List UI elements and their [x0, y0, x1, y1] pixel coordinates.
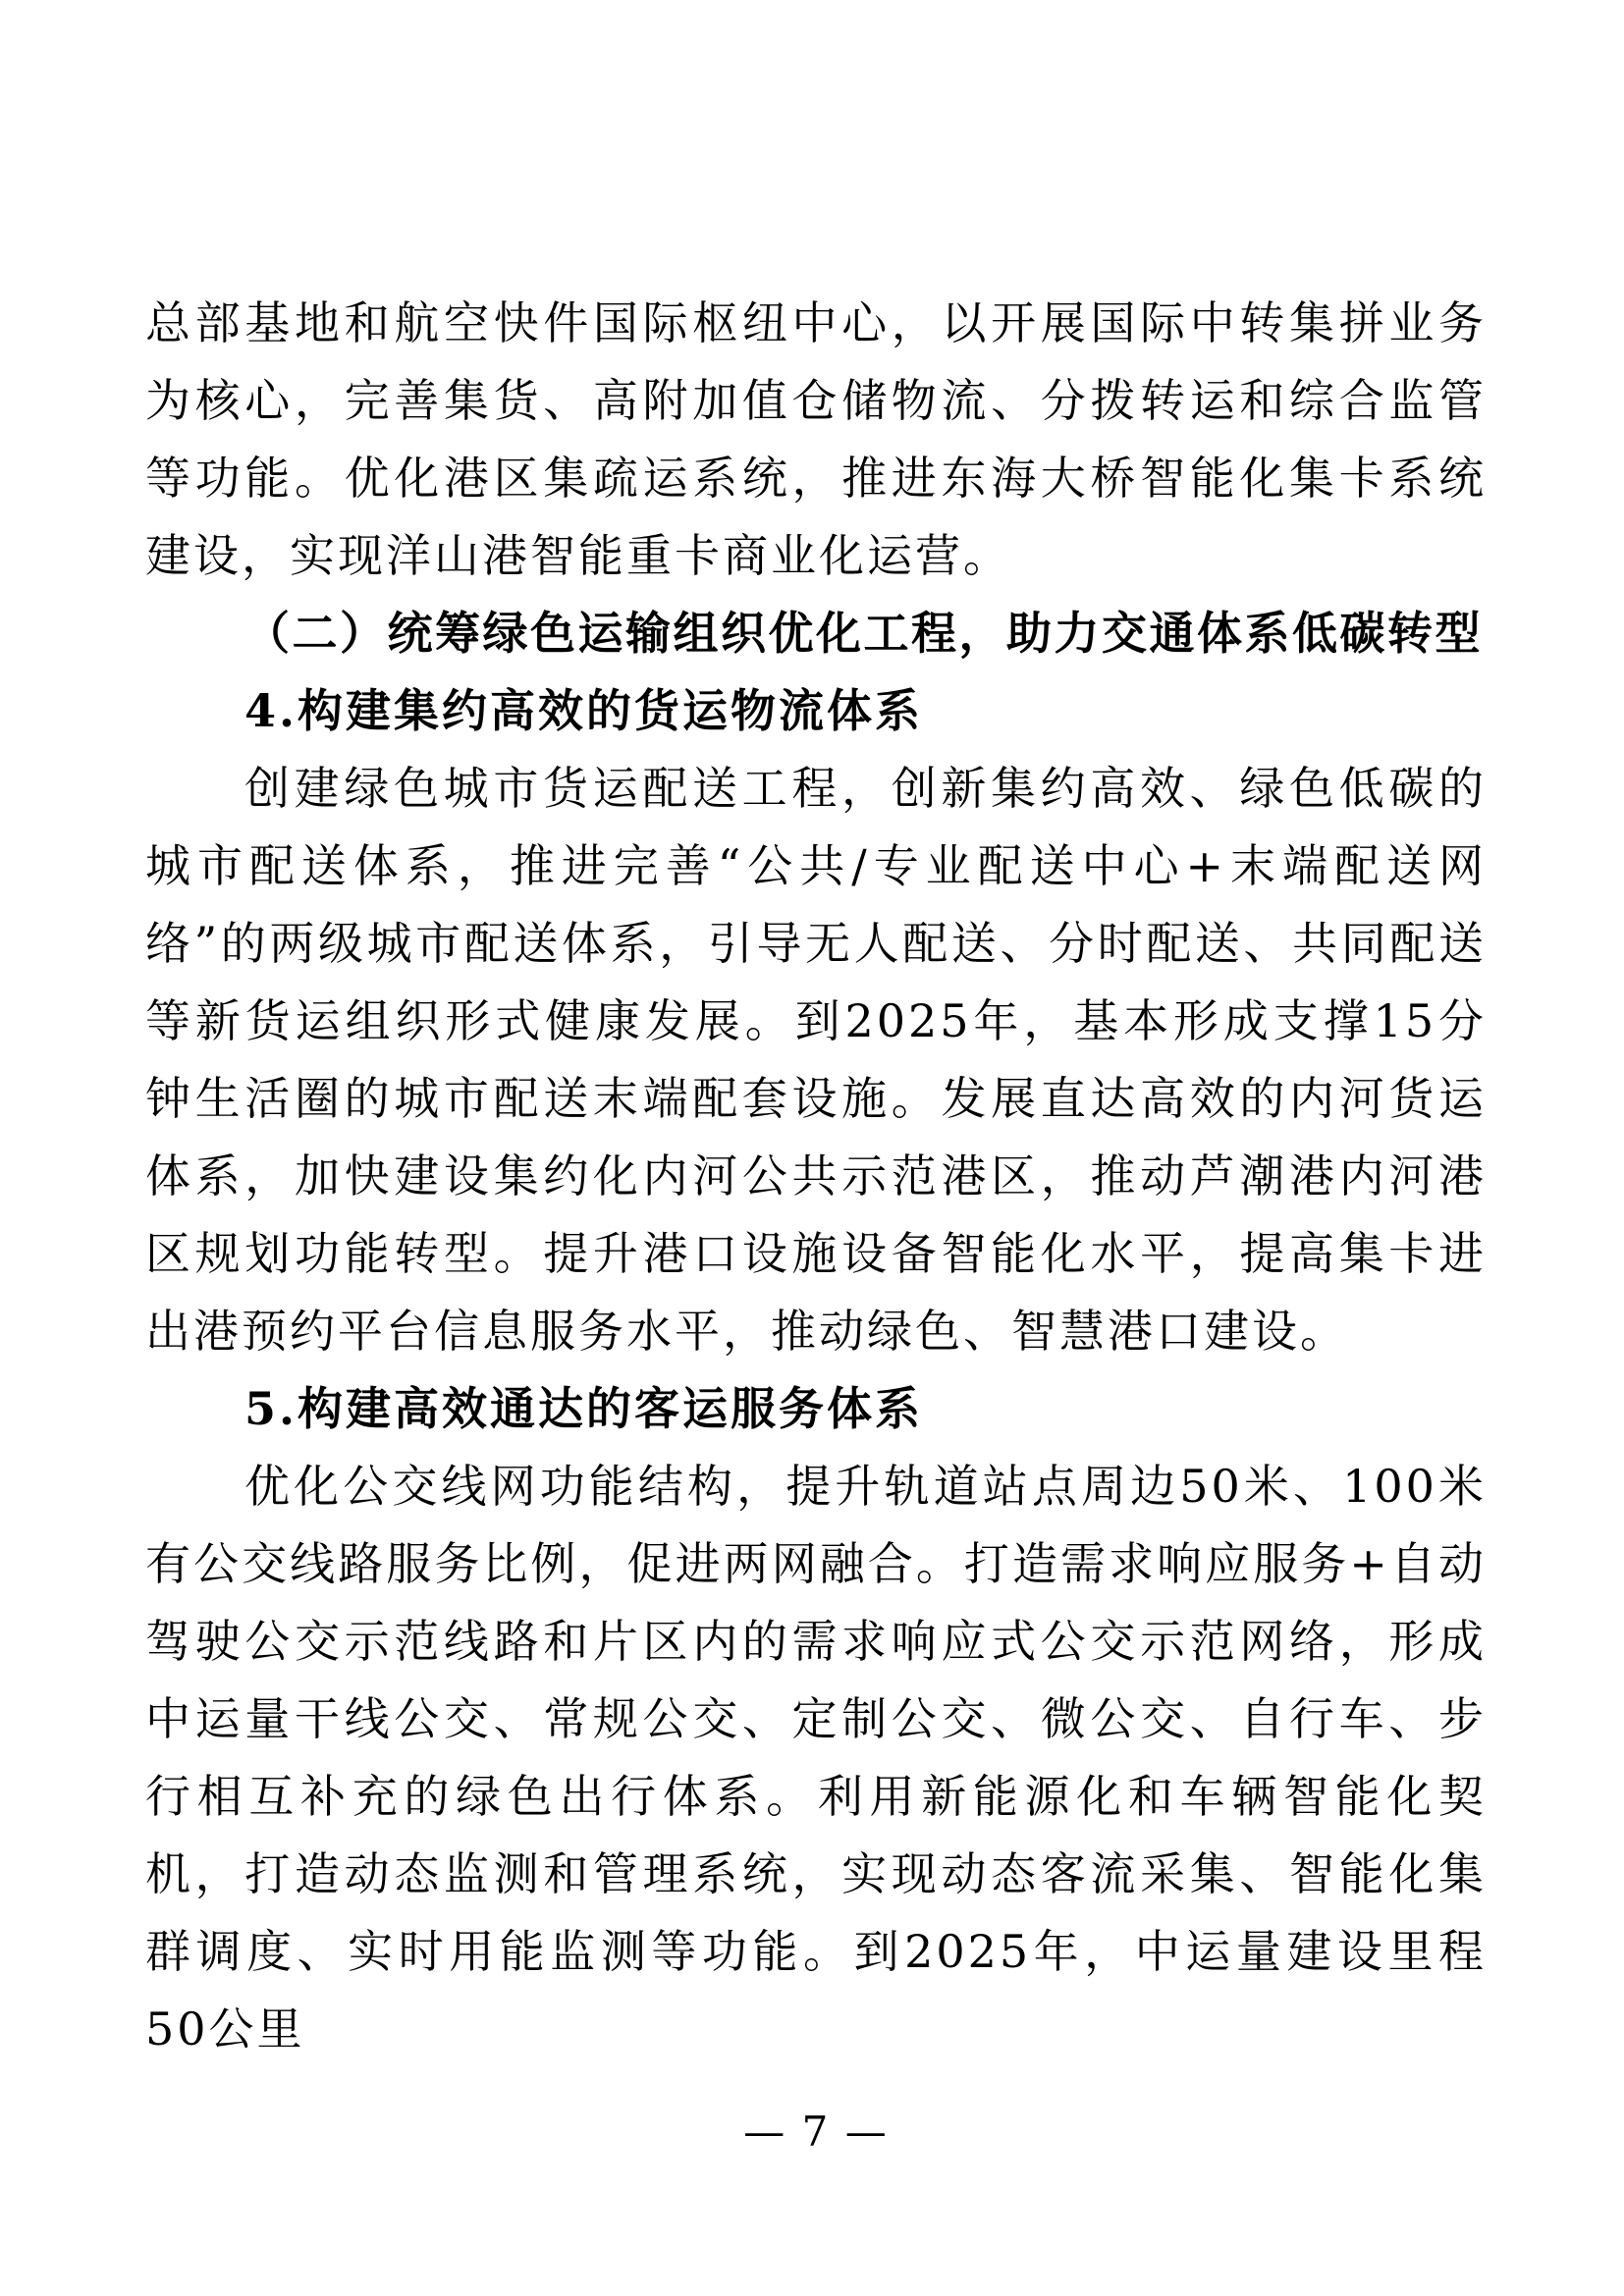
document-body: [145, 285, 1487, 2068]
page-number: — 7 —: [743, 2108, 889, 2156]
subsection-heading-5: 5.构建高效通达的客运服务体系: [244, 1382, 924, 1435]
subsection-heading-4: 4.构建集约高效的货运物流体系: [244, 684, 924, 737]
paragraph-freight-logistics: 创建绿色城市货运配送工程，创新集约高效、绿色低碳的城市配送体系，推进完善“公共/专业配送中心+末端配送网络”的两级城市配送体系，引导无人配送、分时配送、共同配送等新货运组织形式健康发展。到2025年，基本形成支撑15分钟生活圈的城市配送末端配套设施。发展直达高效的内河货运体系，加快建设集约化内河公共示范港区，推动芦潮港内河港区规划功能转型。提升港口设施设备智能化水平，提高集卡进出港预约平台信息服务水平，推动绿色、智慧港口建设。: [145, 762, 1487, 1358]
section-heading-2: （二）统筹绿色运输组织优化工程，助力交通体系低碳转型: [244, 607, 1483, 660]
paragraph-passenger-service: 优化公交线网功能结构，提升轨道站点周边50米、100米有公交线路服务比例，促进两网融合。打造需求响应服务+自动驾驶公交示范线路和片区内的需求响应式公交示范网络，形成中运量干线公交、常规公交、定制公交、微公交、自行车、步行相互补充的绿色出行体系。利用新能源化和车辆智能化契机，打造动态监测和管理系统，实现动态客流采集、智能化集群调度、实时用能监测等功能。到2025年，中运量建设里程50公里: [145, 1460, 1487, 2056]
paragraph-continuation: 总部基地和航空快件国际枢纽中心，以开展国际中转集拼业务为核心，完善集货、高附加值仓储物流、分拨转运和综合监管等功能。优化港区集疏运系统，推进东海大桥智能化集卡系统建设，实现洋山港智能重卡商业化运营。: [145, 296, 1487, 582]
